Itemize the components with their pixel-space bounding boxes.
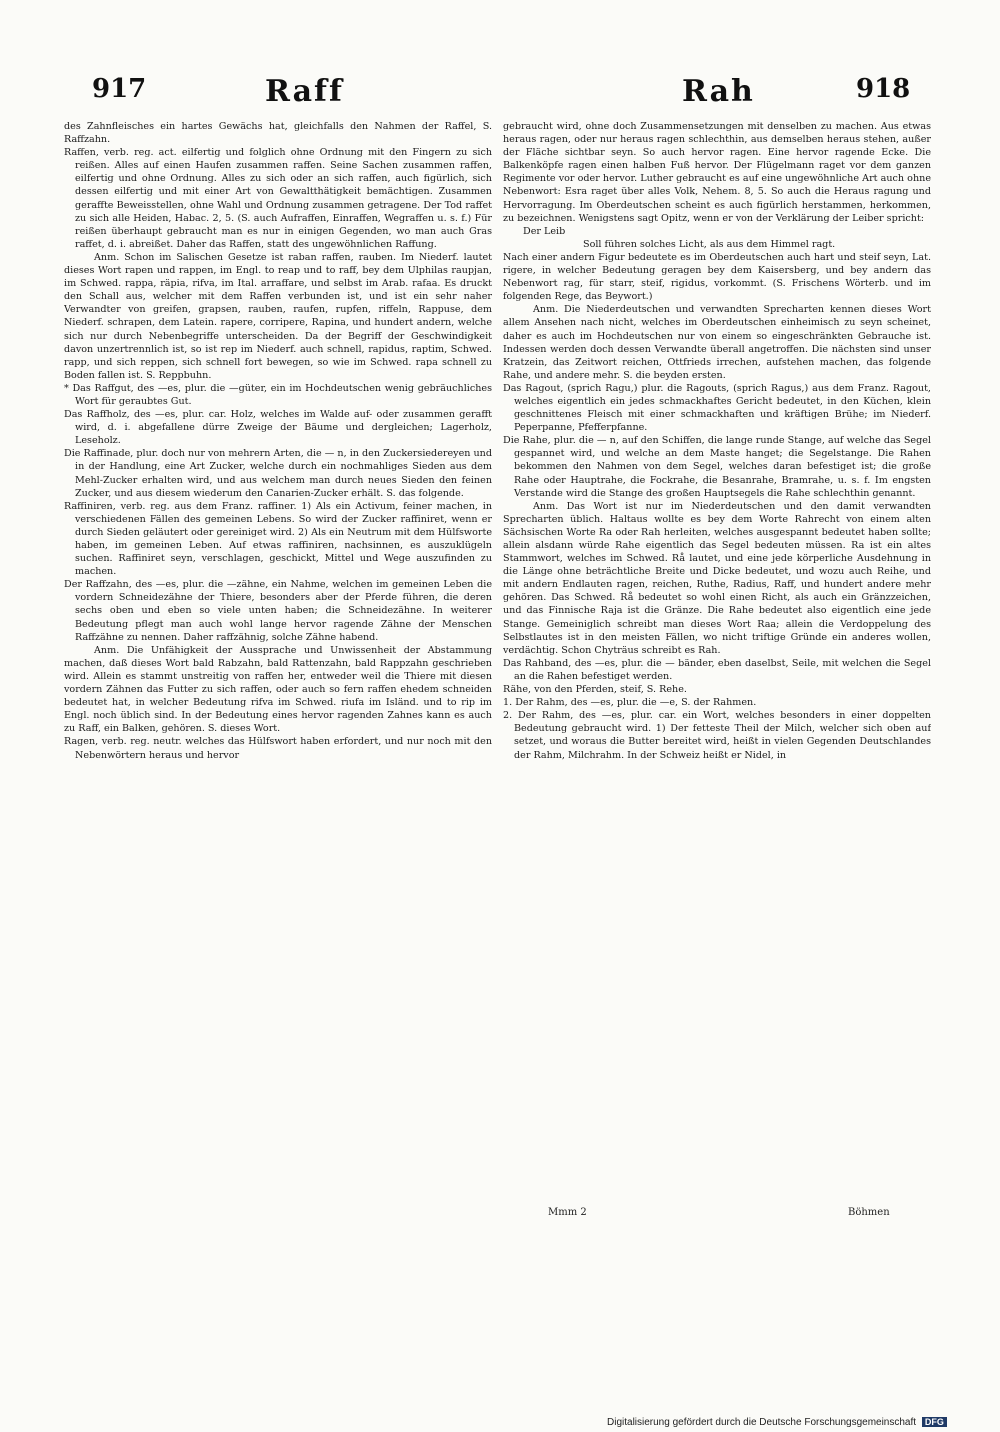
- left-paragraph: Der Raffzahn, des —es, plur. die —zähne, ein Nahme, welchen im gemeinen Leben die vordern Schneidezähne der Thiere, besonders aber der Pferde führen, die deren sechs oben und eben so viele unten haben; die Schneidezähne. In weiterer Bedeutung pflegt man auch wohl lange hervor ragende Zähne der Menschen Raffzähne zu nennen. Daher raffzähnig, solche Zähne habend.: [64, 579, 492, 643]
- digitization-footer: [607, 1417, 947, 1428]
- left-paragraph: Anm. Die Unfähigkeit der Aussprache und Unwissenheit der Abstammung machen, daß dieses Wort bald Rabzahn, bald Rattenzahn, bald Rappzahn geschrieben wird. Allein es stammt unstreitig von raffen her, entweder weil die Thiere mit diesen vordern Zähnen das Futter zu sich raffen, oder auch so fern raffen ehedem schneiden bedeutet hat, in welcher Bedeutung rifva im Schwed. riufa im Isländ. und to rip im Engl. noch üblich sind. In der Bedeutung eines hervor ragenden Zahnes kann es auch zu Raff, ein Balken, gehören. S. dieses Wort.: [64, 644, 492, 735]
- right-paragraph: Die Rahe, plur. die — n, auf den Schiffen, die lange runde Stange, auf welche das Segel gespannet wird, und welche an dem Maste hanget; die Segelstange. Die Rahen bekommen den Nahmen von dem Segel, welches daran befestiget ist; die große Rahe oder Hauptrahe, die Fockrahe, die Besanrahe, Bramrahe, u. s. f. Im engsten Verstande wird die Stange des großen Hauptsegels die Rahe schlechthin genannt.: [503, 435, 931, 499]
- right-column: [503, 120, 931, 1210]
- left-paragraph: des Zahnfleisches ein hartes Gewächs hat, gleichfalls den Nahmen der Raffel, S. Raffzahn.: [64, 121, 492, 146]
- footer-text: Digitalisierung gefördert durch die Deutsche Forschungsgemeinschaft: [607, 1417, 917, 1428]
- left-paragraph: Das Raffholz, des —es, plur. car. Holz, welches im Walde auf- oder zusammen gerafft wird, d. i. abgefallene dürre Zweige der Bäume und dergleichen; Lagerholz, Leseholz.: [64, 409, 492, 447]
- catchword: Böhmen: [848, 1207, 890, 1218]
- left-paragraph: Anm. Schon im Salischen Gesetze ist raban raffen, rauben. Im Niederf. lautet dieses Wort rapen und rappen, im Engl. to reap und to raff, bey dem Ulphilas raupjan, im Schwed. rappa, räpia, rifva, im Ital. arraffare, und selbst im Arab. rafaa. Es druckt den Schall aus, welcher mit dem Raffen verbunden ist, und ist ein sehr naher Verwandter von greifen, grapsen, rauben, raufen, rupfen, riffeln, Rappuse, dem Niederf. schrapen, dem Latein. rapere, corripere, Rapina, und hundert andern, welche sich nur durch Nebenbegriffe unterscheiden. Da der Begriff der Geschwindigkeit davon unzertrennlich ist, so ist rep im Niederf. auch schnell, rapidus, raptim, Schwed. rapp, und sich reppen, sich schnell fort bewegen, so wie im Schwed. rapa schnell zu Boden fallen ist. S. Reppbuhn.: [64, 251, 492, 381]
- right-paragraph: Soll führen solches Licht, als aus dem Himmel ragt.: [583, 238, 836, 250]
- running-head-right: Rah: [682, 74, 755, 109]
- left-paragraph: Die Raffinade, plur. doch nur von mehrern Arten, die — n, in den Zuckersiedereyen und in der Handlung, eine Art Zucker, welche durch ein nochmahliges Sieden aus dem Mehl-Zucker erhalten wird, und aus welchem man durch neues Sieden den feinen Zucker, und aus diesem wiederum den Canarien-Zucker erhält. S. das folgende.: [64, 448, 492, 499]
- right-paragraph: Anm. Das Wort ist nur im Niederdeutschen und den damit verwandten Sprecharten üblich. Haltaus wollte es bey dem Worte Rahrecht von einem alten Sächsischen Worte Ra oder Rah herleiten, welches ausgespannt bedeutet haben sollte; allein alsdann würde Rahe eigentlich das Segel bedeuten müssen. Ra ist ein altes Stammwort, welches im Schwed. Rå lautet, und eine jede körperliche Ausdehnung in die Länge ohne beträchtliche Breite und Dicke bedeutet, und wozu auch Reihe, und mit andern Endlauten ragen, reichen, Ruthe, Radius, Raff, und hundert andere mehr gehören. Das Schwed. Rå bedeutet so wohl einen Richt, als auch ein Gränzzeichen, und das Finnische Raja ist die Gränze. Die Rahe bedeutet also eigentlich eine jede Stange. Gemeiniglich schreibt man dieses Wort Raa; allein die Verdoppelung des Selbstlautes ist in den meisten Fällen, wo nicht triftige Gründe ein anderes wollen, verdächtig. Schon Chyträus schreibt es Rah.: [503, 500, 931, 656]
- right-paragraph: 2. Der Rahm, des —es, plur. car. ein Wort, welches besonders in einer doppelten Bedeutung gebraucht wird. 1) Der fetteste Theil der Milch, welcher sich oben auf setzet, und woraus die Butter bereitet wird, heißt in vielen Gegenden Deutschlandes der Rahm, Milchrahm. In der Schweiz heißt er Nidel, in: [503, 710, 931, 761]
- page-number-left: 917: [92, 74, 147, 104]
- right-paragraph: Rähe, von den Pferden, steif, S. Rehe.: [503, 684, 687, 696]
- left-paragraph: Raffiniren, verb. reg. aus dem Franz. raffiner. 1) Als ein Activum, feiner machen, in verschiedenen Fällen des gemeinen Lebens. So wird der Zucker raffiniret, wenn er durch Sieden geläutert oder gereiniget wird. 2) Als ein Neutrum mit dem Hülfsworte haben, im gemeinen Leben. Auf etwas raffiniren, nachsinnen, es auszuklügeln suchen. Raffiniret seyn, verschlagen, geschickt, Mittel und Wege auszufinden zu machen.: [64, 500, 492, 578]
- left-column: [64, 120, 492, 1210]
- right-paragraph: 1. Der Rahm, des —es, plur. die —e, S. der Rahmen.: [503, 697, 757, 709]
- right-paragraph: Nach einer andern Figur bedeutete es im Oberdeutschen auch hart und steif seyn, Lat. rigere, in welcher Bedeutung geragen bey dem Kaisersberg, und bey andern das Nebenwort rag, für starr, steif, rigidus, vorkommt. (S. Frischens Wörterb. und im folgenden Rege, das Beywort.): [503, 251, 931, 303]
- left-paragraph: * Das Raffgut, des —es, plur. die —güter, ein im Hochdeutschen wenig gebräuchliches Wort für geraubtes Gut.: [64, 382, 492, 407]
- running-head-left: Raff: [265, 74, 344, 109]
- left-paragraph: Ragen, verb. reg. neutr. welches das Hülfswort haben erfordert, und nur noch mit den Nebenwörtern heraus und hervor: [64, 736, 492, 761]
- right-paragraph: Der Leib: [523, 225, 566, 237]
- right-paragraph: gebraucht wird, ohne doch Zusammensetzungen mit denselben zu machen. Aus etwas heraus ragen, oder nur heraus ragen schlechthin, aus demselben heraus stehen, außer der Fläche sichtbar seyn. So auch hervor ragen. Eine hervor ragende Ecke. Die Balkenköpfe ragen einen halben Fuß hervor. Der Flügelmann raget vor dem ganzen Regimente vor oder hervor. Luther gebraucht es auf eine ungewöhnliche Art auch ohne Nebenwort: Esra raget über alles Volk, Nehem. 8, 5. So auch die Heraus ragung und Hervorragung. Im Oberdeutschen scheint es auch figürlich herstammen, herkommen, zu bezeichnen. Wenigstens sagt Opitz, wenn er von der Verklärung der Leiber spricht:: [503, 121, 931, 224]
- page-number-right: 918: [856, 74, 911, 104]
- left-paragraph: Raffen, verb. reg. act. eilfertig und folglich ohne Ordnung mit den Fingern zu sich reißen. Alles auf einen Haufen zusammen raffen. Seine Sachen zusammen raffen, eilfertig und ohne Ordnung. Alles zu sich oder an sich raffen, auch figürlich, sich dessen eilfertig und mit einer Art von Gewaltthätigkeit bemächtigen. Zusammen geraffte Beweisstellen, ohne Wahl und Ordnung zusammen getragene. Der Tod raffet zu sich alle Heiden, Habac. 2, 5. (S. auch Aufraffen, Einraffen, Wegraffen u. s. f.) Für reißen überhaupt gebraucht man es nur in einigen Gegenden, wo man auch Gras raffet, d. i. abreißet. Daher das Raffen, statt des ungewöhnlichen Raffung.: [64, 147, 492, 250]
- right-paragraph: Das Ragout, (sprich Ragu,) plur. die Ragouts, (sprich Ragus,) aus dem Franz. Ragout, welches eigentlich ein jedes schmackhaftes Gericht bedeutet, in den Küchen, klein geschnittenes Fleisch mit einer schmackhaften und kräftigen Brühe; im Niederf. Peperpanne, Pfefferpfanne.: [503, 382, 931, 434]
- dfg-logo-icon: DFG: [922, 1417, 947, 1427]
- signature-mark: Mmm 2: [548, 1207, 587, 1218]
- right-paragraph: Das Rahband, des —es, plur. die — bänder, eben daselbst, Seile, mit welchen die Segel an die Rahen befestiget werden.: [503, 657, 931, 682]
- right-paragraph: Anm. Die Niederdeutschen und verwandten Sprecharten kennen dieses Wort allem Ansehen nach nicht, welches im Oberdeutschen einheimisch zu seyn scheinet, daher es auch im Hochdeutschen nur von einem so eingeschränkten Gebrauche ist. Indessen werden doch dessen Verwandte überall angetroffen. Die nächsten sind unser Kratzein, das Zeitwort reichen, Ottfrieds irrechen, aufstehen machen, das folgende Rahe, und andere mehr. S. die beyden ersten.: [503, 304, 931, 381]
